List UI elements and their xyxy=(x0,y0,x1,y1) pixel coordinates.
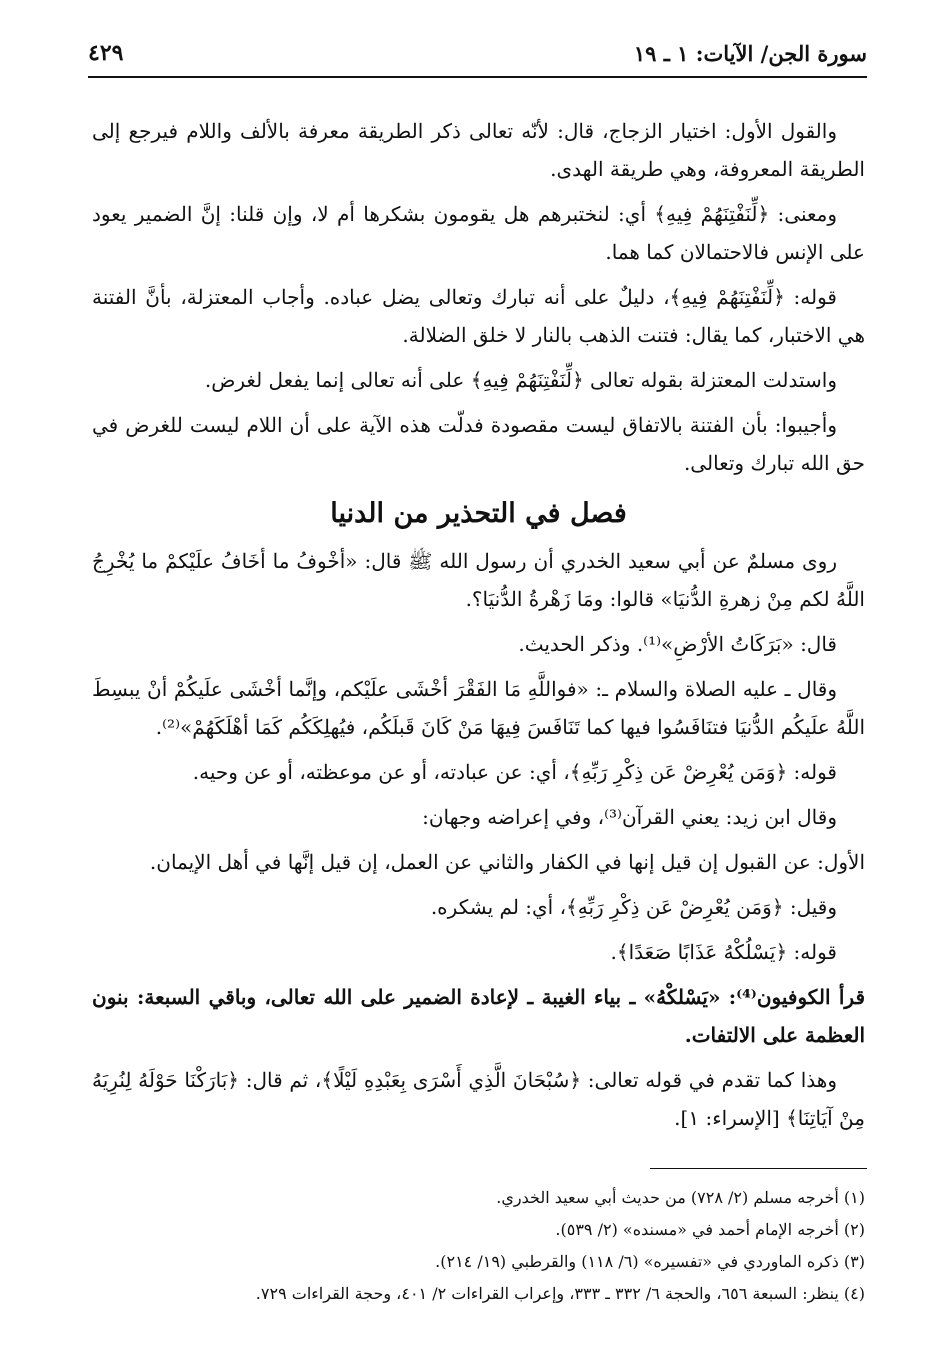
page-number: ٤٢٩ xyxy=(88,40,124,66)
paragraph: واستدلت المعتزلة بقوله تعالى ﴿لِّنَفْتِنَهُمْ فِيهِ﴾ على أنه تعالى إنما يفعل لغرض. xyxy=(204,368,837,392)
section-heading: فصل في التحذير من الدنيا xyxy=(330,498,627,529)
paragraph: وقيل: ﴿وَمَن يُعْرِضْ عَن ذِكْرِ رَبِّهِ﴾، أي: لم يشكره. xyxy=(430,895,837,919)
paragraph: قوله: ﴿وَمَن يُعْرِضْ عَن ذِكْرِ رَبِّهِ﴾، أي: عن عبادته، أو عن موعظته، أو عن وحيه. xyxy=(192,760,837,784)
paragraph: روى مسلمٌ عن أبي سعيد الخدري أن رسول الله ﷺ قال: «أخْوفُ ما أخَافُ علَيْكمْ ما يُخْرِجُ اللَّهُ لكم مِنْ زهرةِ الدُّنيَا» قالوا: ومَا زَهْرةُ الدُّنيَا؟. xyxy=(92,549,865,611)
paragraph: والقول الأول: اختيار الزجاج، قال: لأنّه تعالى ذكر الطريقة معرفة بالألف واللام فيرجع إلى الطريقة المعروفة، وهي طريقة الهدى. xyxy=(92,119,865,181)
footnote-2: (٢) أخرجه الإمام أحمد في «مسنده» (٢/ ٥٣٩). xyxy=(555,1220,865,1239)
footnote-1: (١) أخرجه مسلم (٢/ ٧٢٨) من حديث أبي سعيد الخدري. xyxy=(496,1188,865,1207)
page-header xyxy=(88,30,867,78)
footnote-separator xyxy=(650,1168,867,1169)
paragraph: ومعنى: ﴿لِّنَفْتِنَهُمْ فِيهِ﴾ أي: لنختبرهم هل يقومون بشكرها أم لا، وإن قلنا: إنَّ الضمير يعود على الإنس فالاحتمالان كما هما. xyxy=(92,202,865,264)
paragraph: وأجيبوا: بأن الفتنة بالاتفاق ليست مقصودة فدلّت هذه الآية على أن اللام ليست للغرض في حق الله تبارك وتعالى. xyxy=(92,413,865,475)
paragraph: قوله: ﴿يَسْلُكْهُ عَذَابًا صَعَدًا﴾. xyxy=(610,940,837,964)
paragraph: وقال ابن زيد: يعني القرآن⁽³⁾، وفي إعراضه وجهان: xyxy=(422,805,837,829)
footnote-3: (٣) ذكره الماوردي في «تفسيره» (٦/ ١١٨) والقرطبي (١٩/ ٢١٤). xyxy=(435,1252,865,1271)
running-title: سورة الجن/ الآيات: ١ ـ ١٩ xyxy=(633,40,867,66)
paragraph: قال: «بَرَكَاتُ الأرْضِ»⁽¹⁾. وذكر الحديث. xyxy=(518,632,837,656)
main-text xyxy=(92,112,865,1144)
paragraph: الأول: عن القبول إن قيل إنها في الكفار والثاني عن العمل، إن قيل إنَّها في أهل الإيمان. xyxy=(149,850,865,874)
paragraph-bold: قرأ الكوفيون⁽⁴⁾: «يَسْلكْهُ» ـ بياء الغيبة ـ لإعادة الضمير على الله تعالى، وباقي السبعة: بنون العظمة على الالتفات. xyxy=(92,985,865,1047)
footnotes xyxy=(92,1182,865,1310)
paragraph: وهذا كما تقدم في قوله تعالى: ﴿سُبْحَانَ الَّذِي أَسْرَى بِعَبْدِهِ لَيْلًا﴾، ثم قال: ﴿بَارَكْنَا حَوْلَهُ لِنُرِيَهُ مِنْ آيَاتِنَا﴾ [الإسراء: ١]. xyxy=(92,1068,865,1130)
paragraph: قوله: ﴿لِّنَفْتِنَهُمْ فِيهِ﴾، دليلٌ على أنه تبارك وتعالى يضل عباده. وأجاب المعتزلة، بأنَّ الفتنة هي الاختبار، كما يقال: فتنت الذهب بالنار لا خلق الضلالة. xyxy=(92,285,865,347)
footnote-4: (٤) ينظر: السبعة ٦٥٦، والحجة ٦/ ٣٣٢ ـ ٣٣٣، وإعراب القراءات ٢/ ٤٠١، وحجة القراءات ٧٢٩. xyxy=(255,1284,865,1303)
paragraph: وقال ـ عليه الصلاة والسلام ـ: «فواللَّهِ مَا الفَقْرَ أخْشَى علَيْكم، وإنَّما أخْشَى علَيكُمْ أنْ يبسِطَ اللَّهُ علَيكُم الدُّنيَا فتنَافَسُوا فيها كما تَنَافَسَ فِيهَا مَنْ كَانَ قَبلَكُم، فيُهلِكَكُم كَمَا أهْلَكَهُمْ»⁽²⁾. xyxy=(92,677,865,739)
